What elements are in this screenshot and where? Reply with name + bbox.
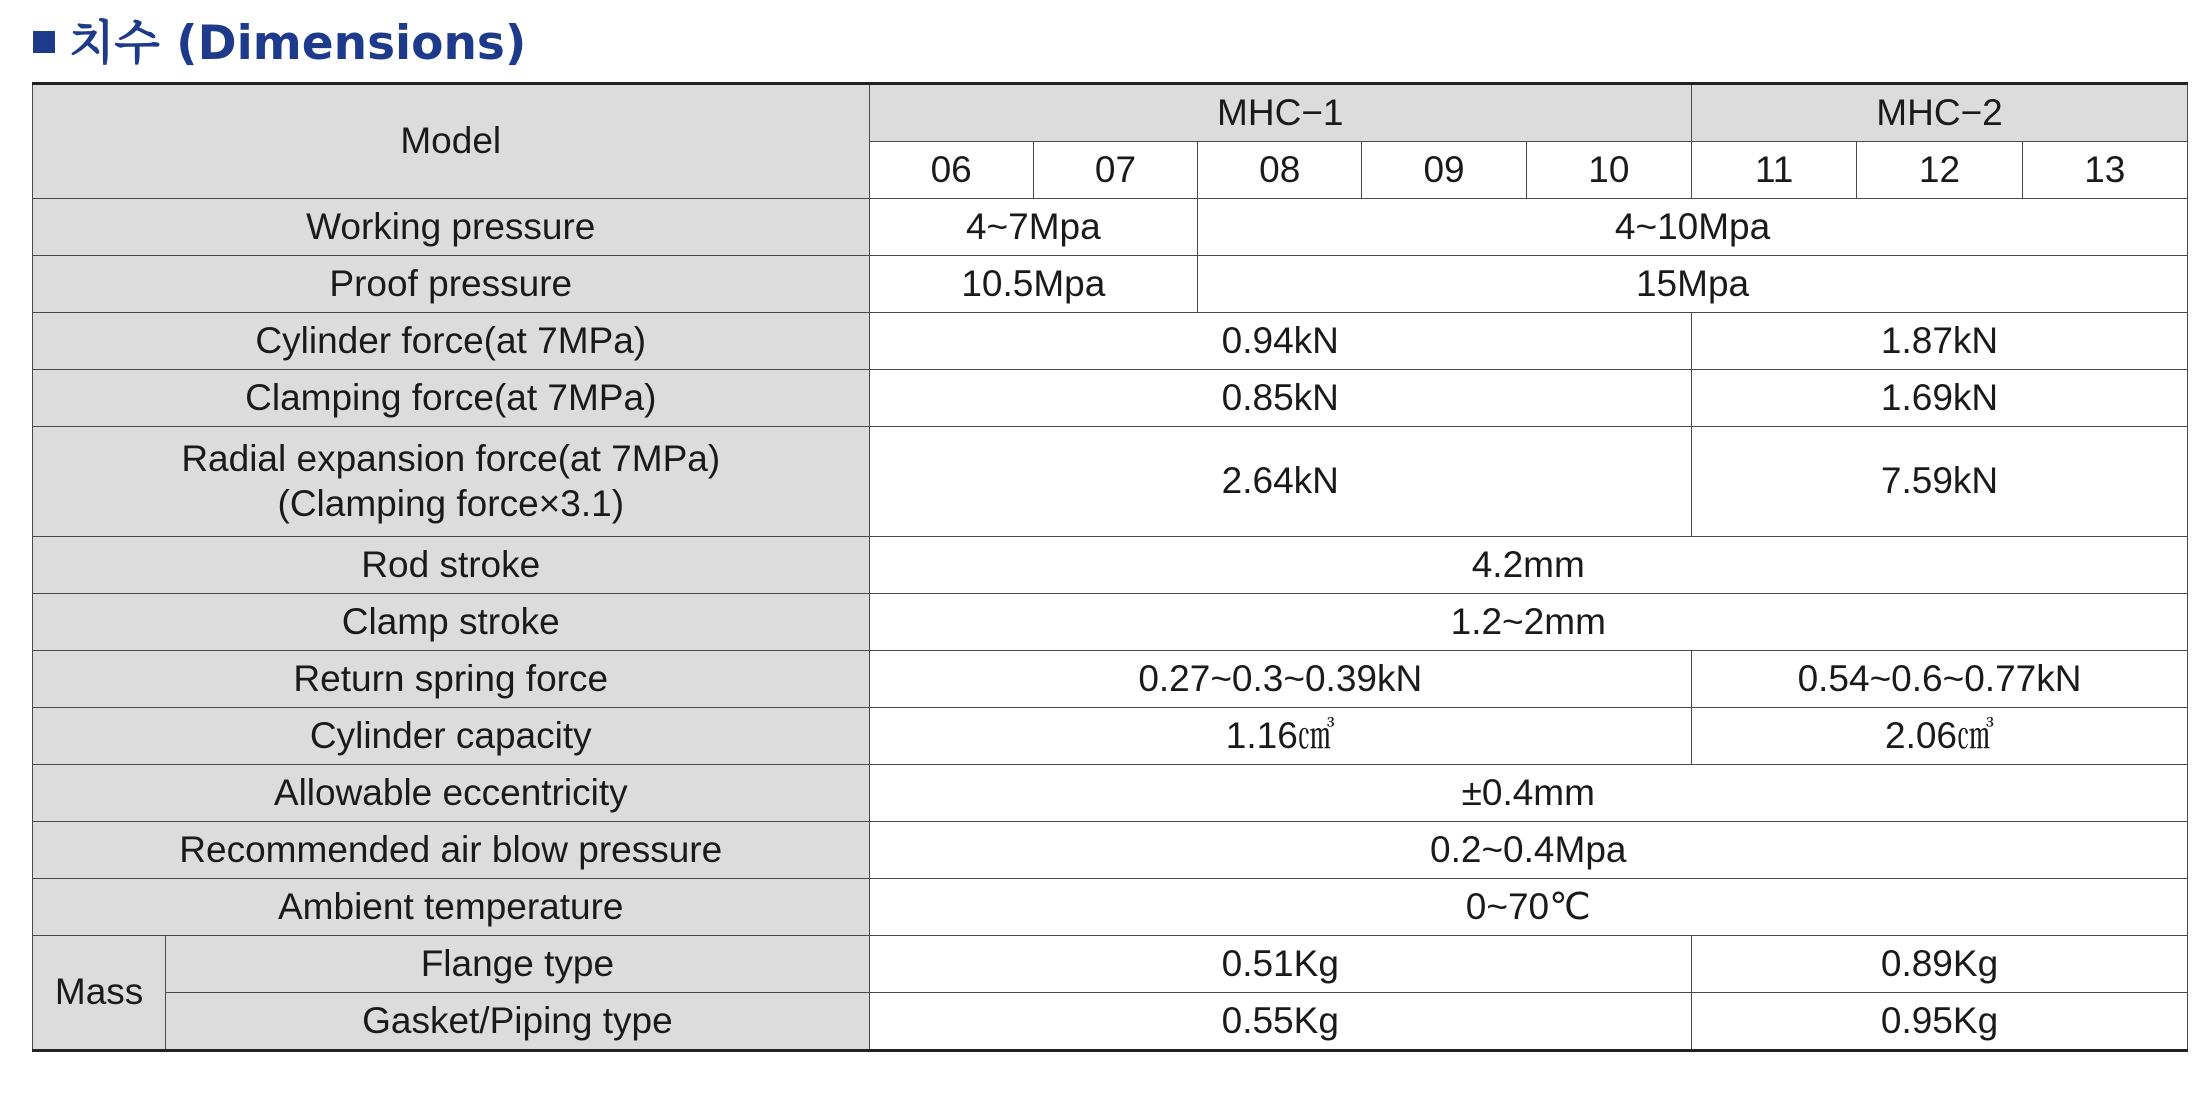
row-label: Ambient temperature [33,879,870,936]
value-cell: 7.59kN [1692,427,2188,537]
row-label-line1: Radial expansion force(at 7MPa) [181,438,721,480]
value-cell: 4~7Mpa [869,199,1198,256]
square-bullet-icon [33,31,55,53]
table-row [33,993,2188,1051]
table-row [33,199,2188,256]
table-row [33,822,2188,879]
size-cell: 11 [1692,142,1857,199]
value-cell: 0.55Kg [869,993,1692,1051]
value-cell: 4~10Mpa [1198,199,2188,256]
value-cell: 10.5Mpa [869,256,1198,313]
value-cell: 0.95Kg [1692,993,2188,1051]
value-cell: ±0.4mm [869,765,2187,822]
value-cell: 4.2mm [869,537,2187,594]
table-row [33,537,2188,594]
table-row [33,651,2188,708]
value-cell: 15Mpa [1198,256,2188,313]
table-row [33,936,2188,993]
table-row [33,879,2188,936]
value-cell: 0.89Kg [1692,936,2188,993]
row-label: Gasket/Piping type [166,993,869,1051]
series-header-mhc1: MHC−1 [869,84,1692,142]
dimensions-table [32,82,2188,1052]
table-row [33,313,2188,370]
page-title-text: 치수 (Dimensions) [69,15,527,71]
size-cell: 07 [1033,142,1197,199]
size-cell: 08 [1198,142,1362,199]
size-cell: 06 [869,142,1033,199]
value-cell: 0.85kN [869,370,1692,427]
size-cell: 09 [1362,142,1526,199]
row-label: Recommended air blow pressure [33,822,870,879]
value-cell: 0.51Kg [869,936,1692,993]
row-label: Cylinder capacity [33,708,870,765]
row-label: Allowable eccentricity [33,765,870,822]
row-label: Flange type [166,936,869,993]
row-label: Clamping force(at 7MPa) [33,370,870,427]
row-label: Cylinder force(at 7MPa) [33,313,870,370]
table-row [33,256,2188,313]
page-title [33,4,526,74]
value-cell: 1.2~2mm [869,594,2187,651]
row-label [33,427,870,537]
value-cell: 0.27~0.3~0.39kN [869,651,1692,708]
value-cell: 0.2~0.4Mpa [869,822,2187,879]
size-cell: 13 [2022,142,2187,199]
table-row [33,708,2188,765]
row-label: Return spring force [33,651,870,708]
row-label: Rod stroke [33,537,870,594]
mass-label: Mass [33,936,166,1051]
table-row [33,765,2188,822]
model-header: Model [33,84,870,199]
table-row [33,84,2188,142]
table-row [33,594,2188,651]
value-cell: 0.94kN [869,313,1692,370]
value-cell: 0~70℃ [869,879,2187,936]
value-cell: 1.16㎤ [869,708,1692,765]
row-label: Working pressure [33,199,870,256]
size-cell: 12 [1857,142,2022,199]
value-cell: 1.69kN [1692,370,2188,427]
table-row [33,370,2188,427]
size-cell: 10 [1526,142,1691,199]
row-label: Clamp stroke [33,594,870,651]
value-cell: 1.87kN [1692,313,2188,370]
row-label: Proof pressure [33,256,870,313]
value-cell: 2.64kN [869,427,1692,537]
row-label-line2: (Clamping force×3.1) [277,482,625,524]
value-cell: 0.54~0.6~0.77kN [1692,651,2188,708]
value-cell: 2.06㎤ [1692,708,2188,765]
series-header-mhc2: MHC−2 [1692,84,2188,142]
table-row [33,427,2188,537]
